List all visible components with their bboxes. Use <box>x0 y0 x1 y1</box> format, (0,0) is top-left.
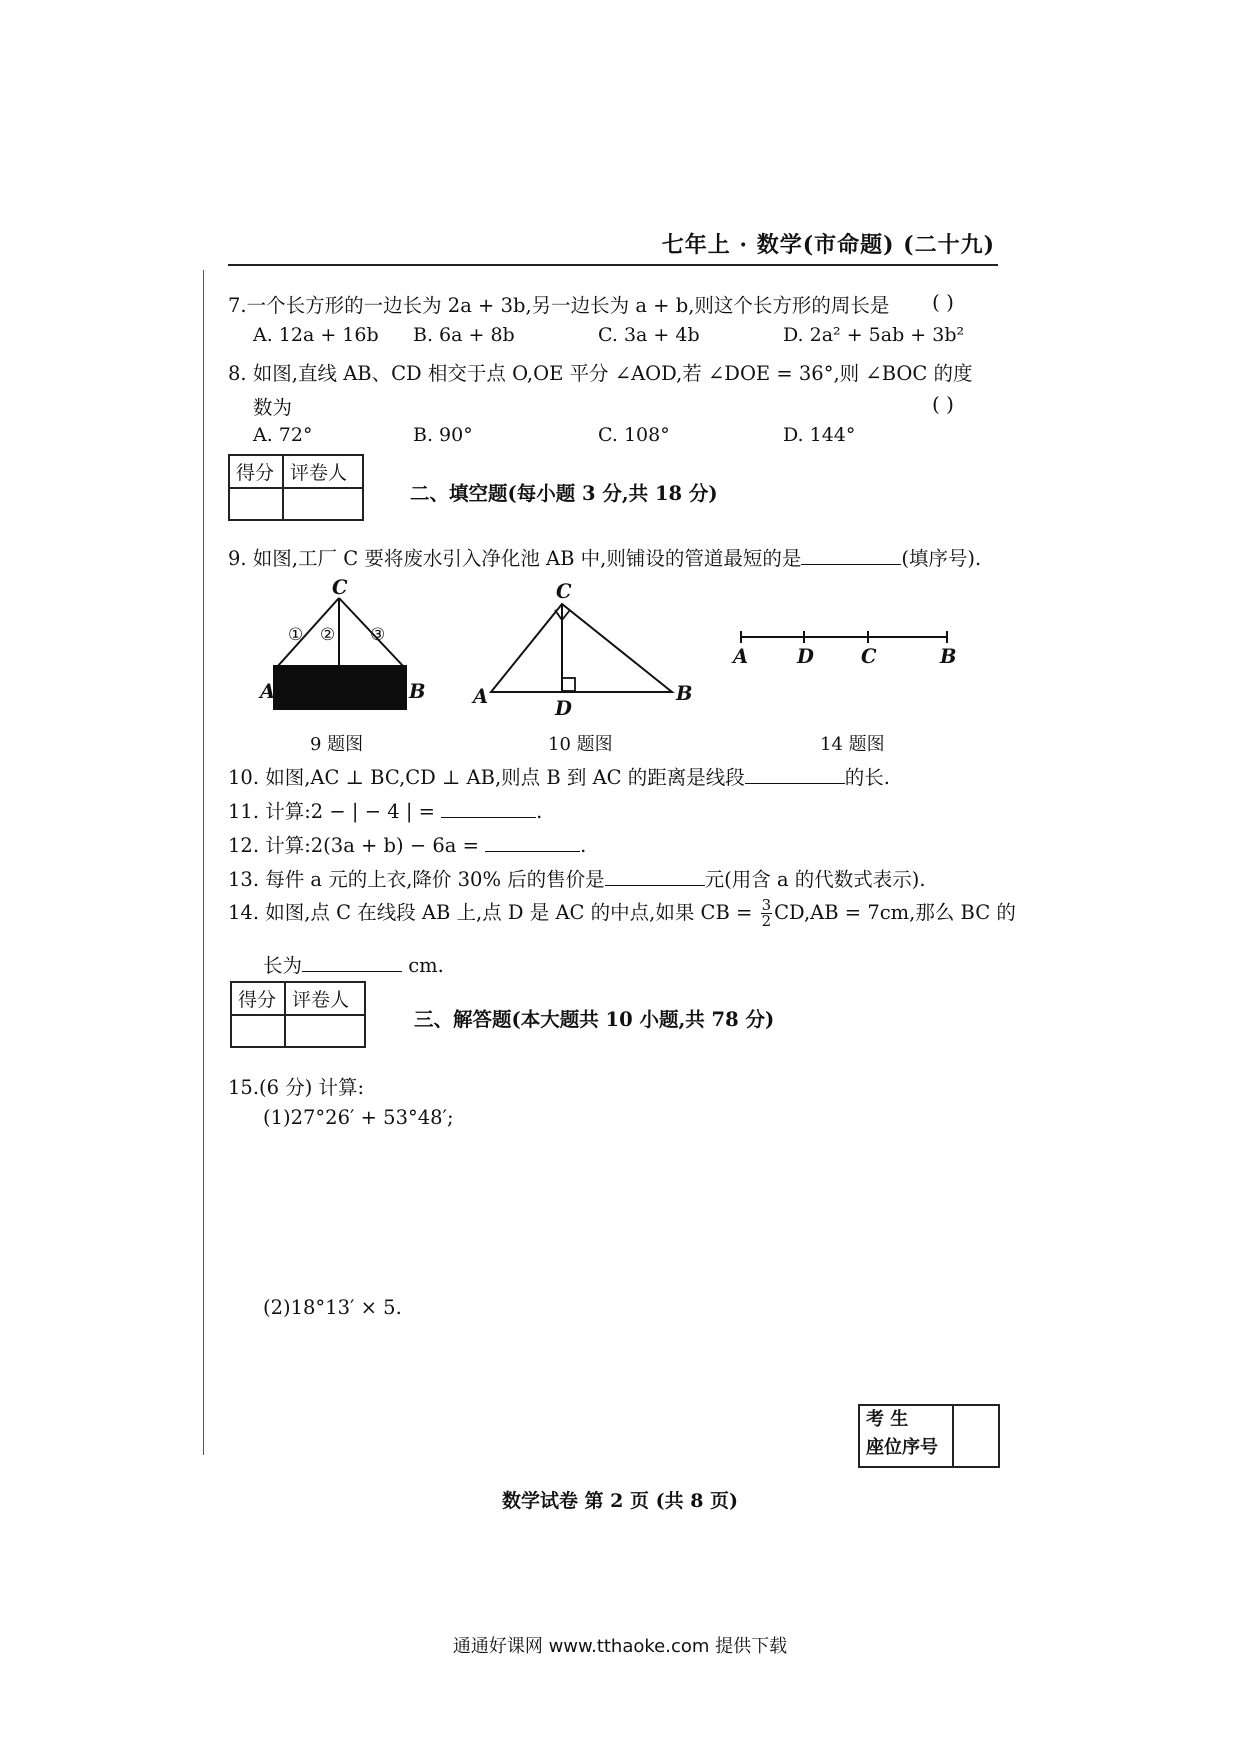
fig14-label-a: A <box>733 645 749 668</box>
q15-part1: (1)27°26′ + 53°48′; <box>263 1106 454 1129</box>
fig10-label-c: C <box>556 580 572 603</box>
fig14-label-b: B <box>940 645 957 668</box>
q14-fraction-denominator: 2 <box>761 912 772 930</box>
q12-suffix: . <box>580 834 587 857</box>
seat-number-label <box>860 1406 954 1466</box>
grader-cell[interactable] <box>285 1015 365 1047</box>
fig9-label-b: B <box>409 680 426 703</box>
q14-fraction <box>761 898 773 929</box>
fig10-label-a: A <box>473 685 489 708</box>
q14-line2 <box>263 950 444 978</box>
q11-stem: 11. 计算:2 − | − 4 | = <box>228 800 435 823</box>
fig10-label-d: D <box>555 697 572 720</box>
q7-answer-paren: ( ) <box>932 290 954 314</box>
q8-answer-paren: ( ) <box>932 392 954 416</box>
q7-option-d: D. 2a² + 5ab + 3b² <box>783 324 965 346</box>
q13-suffix: 元(用含 a 的代数式表示). <box>704 868 926 891</box>
fig10-caption: 10 题图 <box>548 734 613 755</box>
seat-label-line1: 考 生 <box>866 1409 909 1430</box>
q15-part2: (2)18°13′ × 5. <box>263 1296 402 1319</box>
score-table-section3 <box>230 981 366 1048</box>
q10-suffix: 的长. <box>844 766 890 789</box>
seat-label-line2: 座位序号 <box>866 1437 938 1458</box>
q12-text <box>228 830 586 858</box>
q15-stem: 15.(6 分) 计算: <box>228 1076 365 1099</box>
fig9-label-c: C <box>332 576 348 599</box>
q8-option-c: C. 108° <box>598 424 670 446</box>
q12-answer-blank[interactable] <box>485 851 580 852</box>
grader-header: 评卷人 <box>283 455 363 488</box>
q7-option-c: C. 3a + 4b <box>598 324 700 346</box>
page-footer: 数学试卷 第 2 页 (共 8 页) <box>501 1490 739 1512</box>
q11-text <box>228 796 542 824</box>
score-header: 得分 <box>231 982 285 1015</box>
fig14-label-d: D <box>797 645 814 668</box>
q14-stem-b: CD,AB = 7cm,那么 BC 的 <box>774 901 1016 924</box>
section-3-title: 三、解答题(本大题共 10 小题,共 78 分) <box>414 1008 775 1031</box>
q8-option-a: A. 72° <box>253 424 313 446</box>
fig14-label-c: C <box>861 645 877 668</box>
fig9-caption: 9 题图 <box>310 734 364 755</box>
q10-text <box>228 762 890 790</box>
q11-suffix: . <box>536 800 543 823</box>
q13-stem: 13. 每件 a 元的上衣,降价 30% 后的售价是 <box>228 868 605 891</box>
q8-stem-continued: 数为 <box>253 396 293 419</box>
q13-text <box>228 864 926 892</box>
page-header: 七年上 · 数学(市命题) (二十九) <box>661 232 995 258</box>
fig9-pipe-2-label: ② <box>320 625 336 645</box>
q9-suffix: (填序号). <box>901 547 982 570</box>
q12-stem: 12. 计算:2(3a + b) − 6a = <box>228 834 479 857</box>
fig9-pipe-3-label: ③ <box>370 625 386 645</box>
q8-option-b: B. 90° <box>413 424 473 446</box>
seat-number-box <box>858 1404 1000 1468</box>
q14-fraction-numerator: 3 <box>761 896 772 914</box>
q14-stem-a: 14. 如图,点 C 在线段 AB 上,点 D 是 AC 的中点,如果 CB = <box>228 901 753 924</box>
section-2-title: 二、填空题(每小题 3 分,共 18 分) <box>410 482 718 505</box>
q10-answer-blank[interactable] <box>745 783 845 784</box>
q8-option-d: D. 144° <box>783 424 856 446</box>
q14-line2-text: 长为 <box>263 954 303 977</box>
q13-answer-blank[interactable] <box>605 885 705 886</box>
score-header: 得分 <box>229 455 283 488</box>
fig9-pipe-1-label: ① <box>288 625 304 645</box>
grader-header: 评卷人 <box>285 982 365 1015</box>
q7-option-a: A. 12a + 16b <box>253 324 379 346</box>
fig9-label-a: A <box>260 680 276 703</box>
q14-suffix: cm. <box>408 954 444 977</box>
q14-text <box>228 897 1016 929</box>
q7-stem: 7.一个长方形的一边长为 2a + 3b,另一边长为 a + b,则这个长方形的周长是 <box>228 294 890 317</box>
q10-stem: 10. 如图,AC ⊥ BC,CD ⊥ AB,则点 B 到 AC 的距离是线段 <box>228 766 745 789</box>
q11-answer-blank[interactable] <box>441 817 536 818</box>
fig10-label-b: B <box>676 682 693 705</box>
q9-stem: 9. 如图,工厂 C 要将废水引入净化池 AB 中,则铺设的管道最短的是 <box>228 547 802 570</box>
q7-option-b: B. 6a + 8b <box>413 324 515 346</box>
q8-stem: 8. 如图,直线 AB、CD 相交于点 O,OE 平分 ∠AOD,若 ∠DOE = 36°,则 ∠BOC 的度 <box>228 362 973 385</box>
score-cell[interactable] <box>231 1015 285 1047</box>
fig14-caption: 14 题图 <box>820 734 885 755</box>
download-watermark: 通通好课网 www.tthaoke.com 提供下载 <box>452 1636 788 1657</box>
q14-answer-blank[interactable] <box>302 971 402 972</box>
